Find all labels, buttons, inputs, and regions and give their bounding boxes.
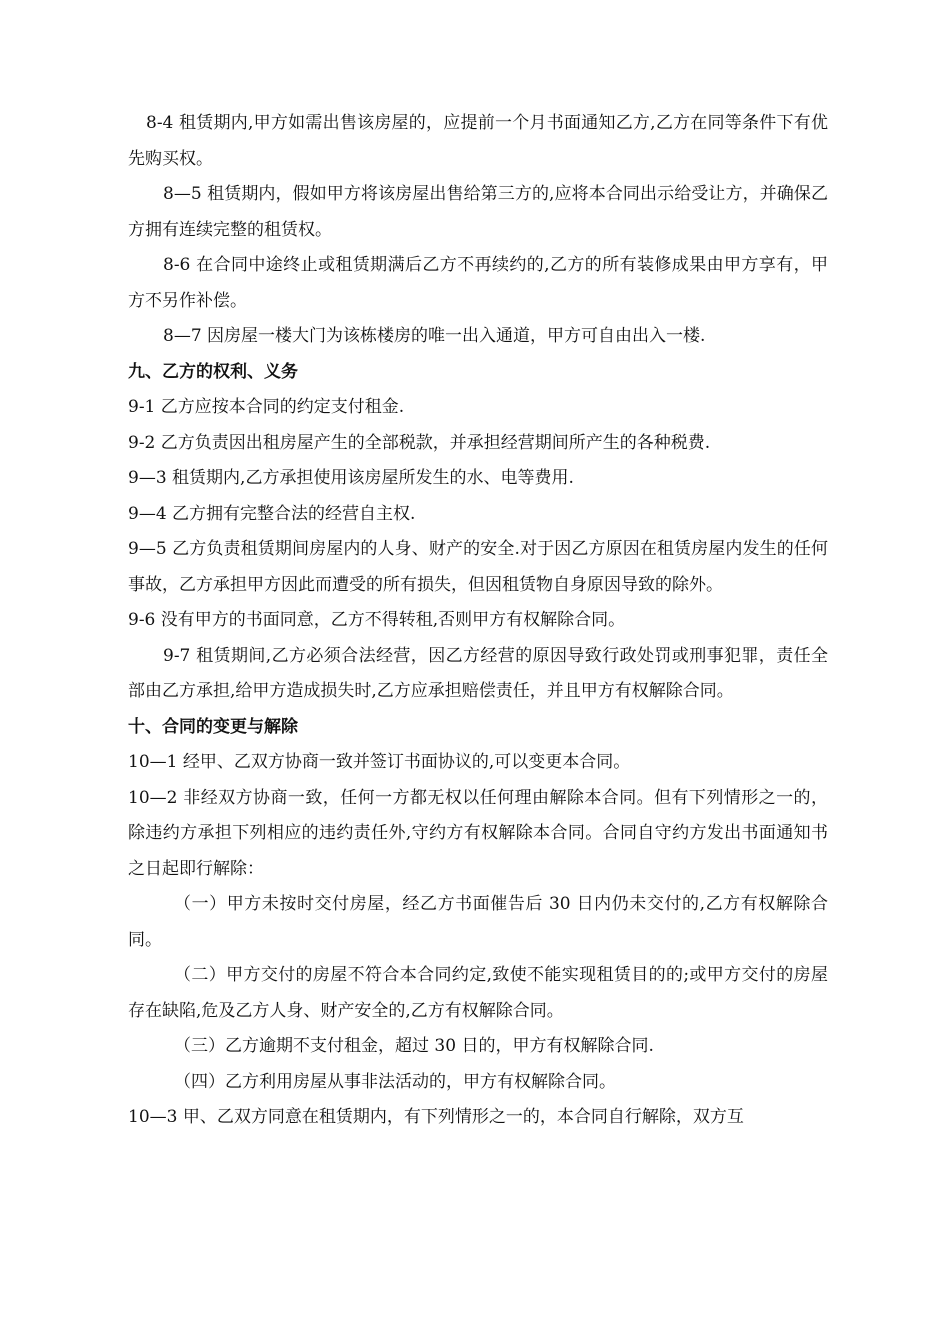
clause-9-5: 9—5 乙方负责租赁期间房屋内的人身、财产的安全.对于因乙方原因在租赁房屋内发生的任何事故，乙方承担甲方因此而遭受的所有损失，但因租赁物自身原因导致的除外。 xyxy=(128,539,828,595)
clause-9-4: 9—4 乙方拥有完整合法的经营自主权. xyxy=(128,503,416,524)
clause-10-2-item-4: （四）乙方利用房屋从事非法活动的，甲方有权解除合同。 xyxy=(174,1071,616,1092)
document-page xyxy=(128,106,828,1136)
clause-10-2-item-2: （二）甲方交付的房屋不符合本合同约定,致使不能实现租赁目的的;或甲方交付的房屋存在缺陷,危及乙方人身、财产安全的,乙方有权解除合同。 xyxy=(128,965,828,1021)
clause-10-2: 10—2 非经双方协商一致，任何一方都无权以任何理由解除本合同。但有下列情形之一的，除违约方承担下列相应的违约责任外,守约方有权解除本合同。合同自守约方发出书面通知书之日起即行解除： xyxy=(128,787,828,879)
clause-8-4: 8-4 租赁期内,甲方如需出售该房屋的，应提前一个月书面通知乙方,乙方在同等条件下有优先购买权。 xyxy=(128,113,828,169)
clause-10-3: 10—3 甲、乙双方同意在租赁期内，有下列情形之一的，本合同自行解除，双方互 xyxy=(128,1107,744,1127)
clause-9-2: 9-2 乙方负责因出租房屋产生的全部税款，并承担经营期间所产生的各种税费. xyxy=(128,432,711,453)
clause-8-6: 8-6 在合同中途终止或租赁期满后乙方不再续约的,乙方的所有装修成果由甲方享有，甲方不另作补偿。 xyxy=(128,255,828,311)
section-heading-10: 十、合同的变更与解除 xyxy=(128,716,298,737)
clause-10-1: 10—1 经甲、乙双方协商一致并签订书面协议的,可以变更本合同。 xyxy=(128,752,631,772)
clause-8-5: 8—5 租赁期内，假如甲方将该房屋出售给第三方的,应将本合同出示给受让方，并确保乙方拥有连续完整的租赁权。 xyxy=(128,184,828,240)
clause-10-2-item-3: （三）乙方逾期不支付租金，超过 30 日的，甲方有权解除合同. xyxy=(174,1036,654,1056)
clause-9-6: 9-6 没有甲方的书面同意，乙方不得转租,否则甲方有权解除合同。 xyxy=(128,610,626,630)
section-heading-9: 九、乙方的权利、义务 xyxy=(128,361,298,382)
clause-9-7: 9-7 租赁期间,乙方必须合法经营，因乙方经营的原因导致行政处罚或刑事犯罪，责任全部由乙方承担,给甲方造成损失时,乙方应承担赔偿责任，并且甲方有权解除合同。 xyxy=(128,645,828,701)
clause-10-2-item-1: （一）甲方未按时交付房屋，经乙方书面催告后 30 日内仍未交付的,乙方有权解除合同。 xyxy=(128,894,828,950)
clause-8-7: 8—7 因房屋一楼大门为该栋楼房的唯一出入通道，甲方可自由出入一楼. xyxy=(163,326,706,346)
clause-9-3: 9—3 租赁期内,乙方承担使用该房屋所发生的水、电等费用. xyxy=(128,468,574,488)
clause-9-1: 9-1 乙方应按本合同的约定支付租金. xyxy=(128,397,405,417)
